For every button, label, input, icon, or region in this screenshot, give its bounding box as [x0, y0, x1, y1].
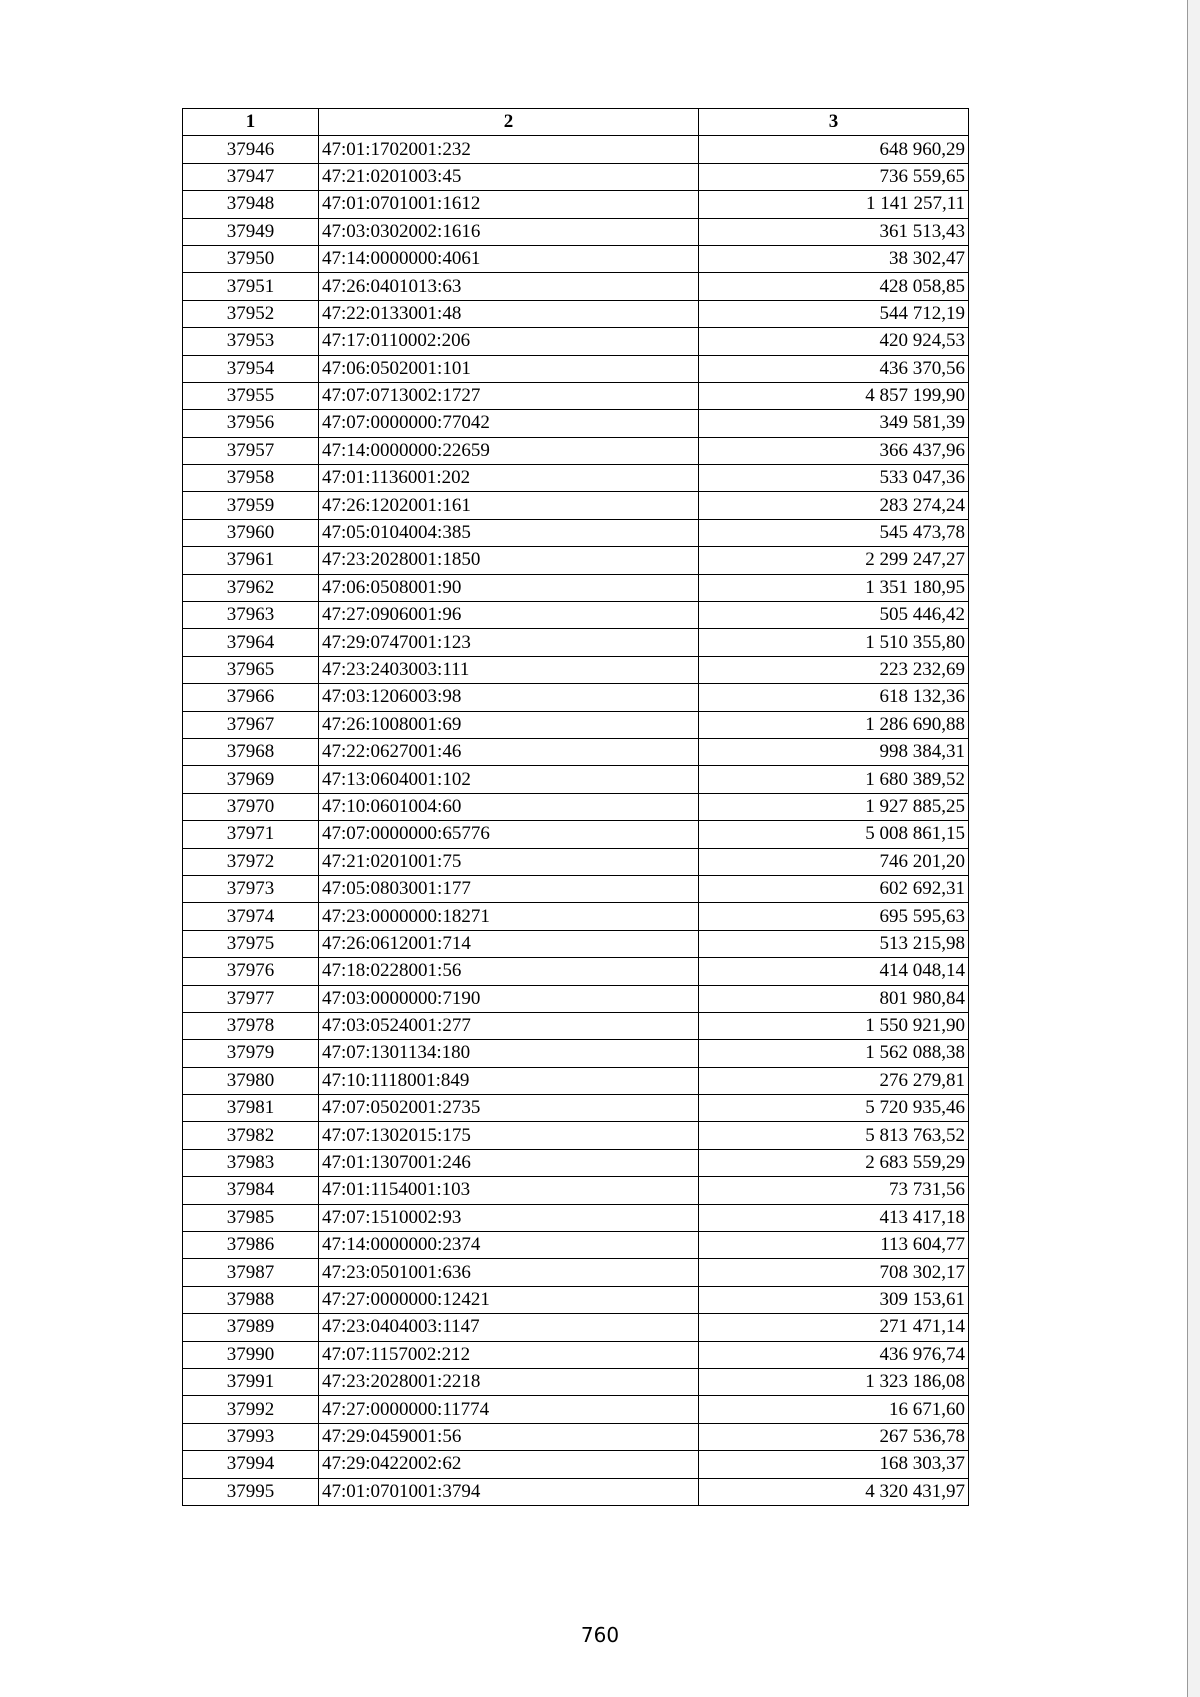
cadastral-number-cell: 47:03:1206003:98 [319, 684, 699, 711]
table-row [183, 1314, 969, 1341]
cadastral-number-cell: 47:07:1157002:212 [319, 1341, 699, 1368]
row-number-cell: 37968 [183, 738, 319, 765]
cadastral-number-cell: 47:27:0000000:12421 [319, 1286, 699, 1313]
value-cell: 271 471,14 [699, 1314, 969, 1341]
row-number-cell: 37959 [183, 492, 319, 519]
cadastral-number-cell: 47:23:0000000:18271 [319, 903, 699, 930]
cadastral-number-cell: 47:29:0459001:56 [319, 1423, 699, 1450]
table-row [183, 1286, 969, 1313]
table-row [183, 218, 969, 245]
cadastral-number-cell: 47:22:0133001:48 [319, 300, 699, 327]
cadastral-number-cell: 47:18:0228001:56 [319, 958, 699, 985]
row-number-cell: 37962 [183, 574, 319, 601]
value-cell: 428 058,85 [699, 273, 969, 300]
row-number-cell: 37985 [183, 1204, 319, 1231]
cadastral-number-cell: 47:21:0201003:45 [319, 163, 699, 190]
value-cell: 648 960,29 [699, 136, 969, 163]
table-row [183, 684, 969, 711]
row-number-cell: 37957 [183, 437, 319, 464]
row-number-cell: 37947 [183, 163, 319, 190]
cadastral-number-cell: 47:07:0502001:2735 [319, 1095, 699, 1122]
value-cell: 420 924,53 [699, 328, 969, 355]
cadastral-number-cell: 47:23:2403003:111 [319, 656, 699, 683]
value-cell: 5 813 763,52 [699, 1122, 969, 1149]
row-number-cell: 37948 [183, 191, 319, 218]
cadastral-number-cell: 47:07:0000000:77042 [319, 410, 699, 437]
table-row [183, 300, 969, 327]
row-number-cell: 37974 [183, 903, 319, 930]
header-col-1: 1 [183, 109, 319, 136]
cadastral-number-cell: 47:27:0000000:11774 [319, 1396, 699, 1423]
cadastral-number-cell: 47:23:0501001:636 [319, 1259, 699, 1286]
cadastral-number-cell: 47:06:0508001:90 [319, 574, 699, 601]
value-cell: 1 680 389,52 [699, 766, 969, 793]
cadastral-number-cell: 47:29:0747001:123 [319, 629, 699, 656]
row-number-cell: 37988 [183, 1286, 319, 1313]
row-number-cell: 37950 [183, 245, 319, 272]
cadastral-number-cell: 47:01:0701001:1612 [319, 191, 699, 218]
table-row [183, 738, 969, 765]
cadastral-number-cell: 47:26:1008001:69 [319, 711, 699, 738]
table-row [183, 1204, 969, 1231]
table-row [183, 163, 969, 190]
table-row [183, 382, 969, 409]
cadastral-number-cell: 47:26:0612001:714 [319, 930, 699, 957]
value-cell: 267 536,78 [699, 1423, 969, 1450]
table-row [183, 437, 969, 464]
table-row [183, 273, 969, 300]
value-cell: 413 417,18 [699, 1204, 969, 1231]
value-cell: 366 437,96 [699, 437, 969, 464]
row-number-cell: 37981 [183, 1095, 319, 1122]
table-row [183, 245, 969, 272]
cadastral-number-cell: 47:05:0104004:385 [319, 519, 699, 546]
row-number-cell: 37994 [183, 1451, 319, 1478]
value-cell: 1 286 690,88 [699, 711, 969, 738]
row-number-cell: 37980 [183, 1067, 319, 1094]
cadastral-number-cell: 47:21:0201001:75 [319, 848, 699, 875]
value-cell: 38 302,47 [699, 245, 969, 272]
value-cell: 736 559,65 [699, 163, 969, 190]
cadastral-number-cell: 47:05:0803001:177 [319, 875, 699, 902]
cadastral-number-cell: 47:03:0524001:277 [319, 1012, 699, 1039]
cadastral-number-cell: 47:23:2028001:1850 [319, 547, 699, 574]
table-row [183, 1012, 969, 1039]
value-cell: 618 132,36 [699, 684, 969, 711]
cadastral-number-cell: 47:01:1154001:103 [319, 1177, 699, 1204]
value-cell: 602 692,31 [699, 875, 969, 902]
table-row [183, 1149, 969, 1176]
table-row [183, 1451, 969, 1478]
row-number-cell: 37951 [183, 273, 319, 300]
table-row [183, 1396, 969, 1423]
row-number-cell: 37978 [183, 1012, 319, 1039]
table-row [183, 1232, 969, 1259]
cadastral-number-cell: 47:22:0627001:46 [319, 738, 699, 765]
cadastral-number-cell: 47:29:0422002:62 [319, 1451, 699, 1478]
row-number-cell: 37991 [183, 1368, 319, 1395]
row-number-cell: 37970 [183, 793, 319, 820]
cadastral-number-cell: 47:26:0401013:63 [319, 273, 699, 300]
row-number-cell: 37986 [183, 1232, 319, 1259]
table-row [183, 1368, 969, 1395]
row-number-cell: 37979 [183, 1040, 319, 1067]
row-number-cell: 37992 [183, 1396, 319, 1423]
row-number-cell: 37977 [183, 985, 319, 1012]
value-cell: 708 302,17 [699, 1259, 969, 1286]
row-number-cell: 37995 [183, 1478, 319, 1505]
table-row [183, 1478, 969, 1505]
row-number-cell: 37983 [183, 1149, 319, 1176]
value-cell: 283 274,24 [699, 492, 969, 519]
value-cell: 309 153,61 [699, 1286, 969, 1313]
value-cell: 4 320 431,97 [699, 1478, 969, 1505]
value-cell: 695 595,63 [699, 903, 969, 930]
row-number-cell: 37956 [183, 410, 319, 437]
row-number-cell: 37965 [183, 656, 319, 683]
data-table [182, 108, 969, 1506]
table-row [183, 821, 969, 848]
value-cell: 1 323 186,08 [699, 1368, 969, 1395]
page-number: 760 [580, 1623, 620, 1647]
table-row [183, 465, 969, 492]
row-number-cell: 37954 [183, 355, 319, 382]
row-number-cell: 37952 [183, 300, 319, 327]
value-cell: 349 581,39 [699, 410, 969, 437]
value-cell: 73 731,56 [699, 1177, 969, 1204]
table-row [183, 136, 969, 163]
cadastral-number-cell: 47:10:1118001:849 [319, 1067, 699, 1094]
cadastral-number-cell: 47:01:1307001:246 [319, 1149, 699, 1176]
value-cell: 545 473,78 [699, 519, 969, 546]
table-row [183, 547, 969, 574]
page-edge-strip [1188, 0, 1200, 1697]
value-cell: 544 712,19 [699, 300, 969, 327]
cadastral-number-cell: 47:14:0000000:4061 [319, 245, 699, 272]
value-cell: 5 720 935,46 [699, 1095, 969, 1122]
cadastral-number-cell: 47:07:0713002:1727 [319, 382, 699, 409]
table-row [183, 574, 969, 601]
cadastral-number-cell: 47:07:0000000:65776 [319, 821, 699, 848]
value-cell: 801 980,84 [699, 985, 969, 1012]
table-row [183, 1341, 969, 1368]
row-number-cell: 37955 [183, 382, 319, 409]
value-cell: 513 215,98 [699, 930, 969, 957]
row-number-cell: 37960 [183, 519, 319, 546]
row-number-cell: 37984 [183, 1177, 319, 1204]
row-number-cell: 37953 [183, 328, 319, 355]
row-number-cell: 37967 [183, 711, 319, 738]
table-row [183, 1259, 969, 1286]
cadastral-number-cell: 47:13:0604001:102 [319, 766, 699, 793]
row-number-cell: 37993 [183, 1423, 319, 1450]
value-cell: 5 008 861,15 [699, 821, 969, 848]
table-row [183, 656, 969, 683]
row-number-cell: 37976 [183, 958, 319, 985]
cadastral-number-cell: 47:01:1136001:202 [319, 465, 699, 492]
header-row [183, 109, 969, 136]
value-cell: 276 279,81 [699, 1067, 969, 1094]
cadastral-number-cell: 47:07:1301134:180 [319, 1040, 699, 1067]
value-cell: 361 513,43 [699, 218, 969, 245]
value-cell: 746 201,20 [699, 848, 969, 875]
row-number-cell: 37989 [183, 1314, 319, 1341]
value-cell: 505 446,42 [699, 602, 969, 629]
table-row [183, 602, 969, 629]
table-row [183, 985, 969, 1012]
value-cell: 436 370,56 [699, 355, 969, 382]
value-cell: 436 976,74 [699, 1341, 969, 1368]
table-body [183, 136, 969, 1506]
value-cell: 1 141 257,11 [699, 191, 969, 218]
table-row [183, 875, 969, 902]
table-row [183, 492, 969, 519]
cadastral-number-cell: 47:23:2028001:2218 [319, 1368, 699, 1395]
table-row [183, 1067, 969, 1094]
table-header [183, 109, 969, 136]
value-cell: 998 384,31 [699, 738, 969, 765]
cadastral-number-cell: 47:10:0601004:60 [319, 793, 699, 820]
cadastral-number-cell: 47:01:0701001:3794 [319, 1478, 699, 1505]
row-number-cell: 37949 [183, 218, 319, 245]
row-number-cell: 37964 [183, 629, 319, 656]
table-row [183, 1177, 969, 1204]
row-number-cell: 37946 [183, 136, 319, 163]
header-col-3: 3 [699, 109, 969, 136]
table-row [183, 410, 969, 437]
value-cell: 1 927 885,25 [699, 793, 969, 820]
value-cell: 1 550 921,90 [699, 1012, 969, 1039]
table-row [183, 793, 969, 820]
table-row [183, 1423, 969, 1450]
cadastral-number-cell: 47:23:0404003:1147 [319, 1314, 699, 1341]
cadastral-number-cell: 47:26:1202001:161 [319, 492, 699, 519]
table-row [183, 1095, 969, 1122]
cadastral-number-cell: 47:01:1702001:232 [319, 136, 699, 163]
cadastral-number-cell: 47:17:0110002:206 [319, 328, 699, 355]
value-cell: 4 857 199,90 [699, 382, 969, 409]
value-cell: 223 232,69 [699, 656, 969, 683]
row-number-cell: 37975 [183, 930, 319, 957]
row-number-cell: 37971 [183, 821, 319, 848]
value-cell: 113 604,77 [699, 1232, 969, 1259]
cadastral-number-cell: 47:07:1510002:93 [319, 1204, 699, 1231]
table-row [183, 191, 969, 218]
cadastral-number-cell: 47:03:0302002:1616 [319, 218, 699, 245]
row-number-cell: 37987 [183, 1259, 319, 1286]
value-cell: 2 299 247,27 [699, 547, 969, 574]
table-row [183, 355, 969, 382]
row-number-cell: 37963 [183, 602, 319, 629]
header-col-2: 2 [319, 109, 699, 136]
cadastral-number-cell: 47:27:0906001:96 [319, 602, 699, 629]
table-row [183, 711, 969, 738]
row-number-cell: 37973 [183, 875, 319, 902]
value-cell: 533 047,36 [699, 465, 969, 492]
cadastral-number-cell: 47:14:0000000:2374 [319, 1232, 699, 1259]
row-number-cell: 37972 [183, 848, 319, 875]
table-row [183, 903, 969, 930]
value-cell: 1 510 355,80 [699, 629, 969, 656]
value-cell: 168 303,37 [699, 1451, 969, 1478]
cadastral-number-cell: 47:14:0000000:22659 [319, 437, 699, 464]
table-row [183, 328, 969, 355]
table-row [183, 629, 969, 656]
value-cell: 2 683 559,29 [699, 1149, 969, 1176]
table-row [183, 958, 969, 985]
row-number-cell: 37982 [183, 1122, 319, 1149]
table-row [183, 848, 969, 875]
table-row [183, 930, 969, 957]
cadastral-number-cell: 47:06:0502001:101 [319, 355, 699, 382]
table-row [183, 1122, 969, 1149]
row-number-cell: 37966 [183, 684, 319, 711]
value-cell: 414 048,14 [699, 958, 969, 985]
row-number-cell: 37990 [183, 1341, 319, 1368]
cadastral-number-cell: 47:03:0000000:7190 [319, 985, 699, 1012]
value-cell: 1 562 088,38 [699, 1040, 969, 1067]
table-row [183, 519, 969, 546]
value-cell: 16 671,60 [699, 1396, 969, 1423]
value-cell: 1 351 180,95 [699, 574, 969, 601]
cadastral-number-cell: 47:07:1302015:175 [319, 1122, 699, 1149]
table-row [183, 1040, 969, 1067]
table-row [183, 766, 969, 793]
row-number-cell: 37961 [183, 547, 319, 574]
row-number-cell: 37969 [183, 766, 319, 793]
row-number-cell: 37958 [183, 465, 319, 492]
